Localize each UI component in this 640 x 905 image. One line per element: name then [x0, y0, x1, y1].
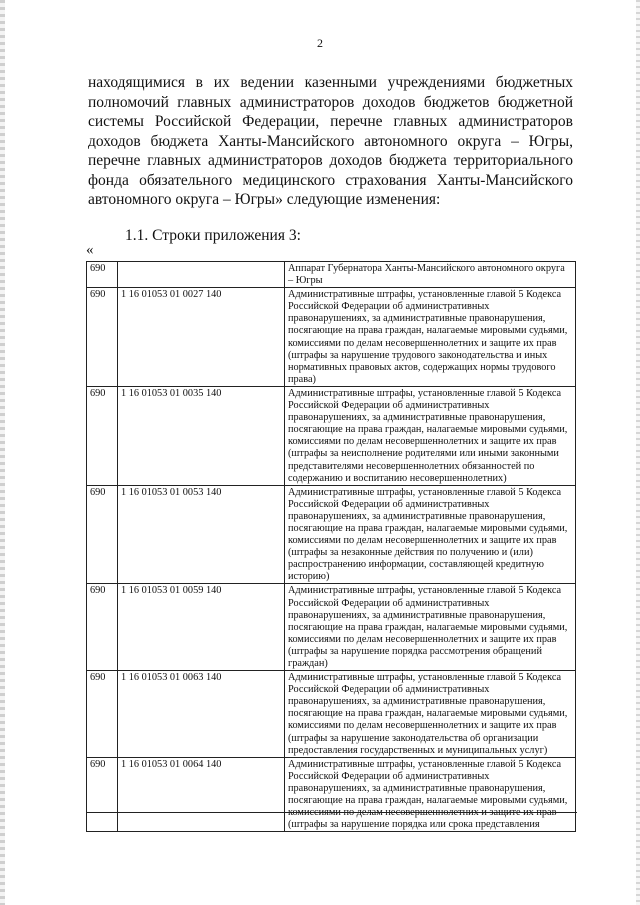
description-cell: Аппарат Губернатора Ханты-Мансийского автономного округа – Югры [285, 262, 576, 288]
page-number: 2 [317, 36, 323, 50]
intro-line: находящимися в их ведении казенными учреждениями бюджетных [88, 74, 573, 91]
intro-line: доходов бюджета Ханты-Мансийского автономного округа – Югры, [88, 132, 573, 150]
admin-code-cell: 690 [87, 757, 118, 832]
intro-line: полномочий главных администраторов доходов бюджетов бюджетной [88, 93, 573, 111]
table-row [87, 757, 576, 832]
kbk-cell: 1 16 01053 01 0059 140 [118, 584, 285, 671]
open-quote: « [86, 242, 94, 258]
intro-line: автономного округа – Югры» следующие изменения: [88, 191, 441, 208]
intro-line: перечне главных администраторов доходов бюджета территориального [88, 152, 573, 169]
description-cell: Административные штрафы, установленные главой 5 Кодекса Российской Федерации об административных правонарушениях, за административные правонарушения, посягающие на права граждан, налагаемые мировыми судьями, (штрафы за нарушение порядка или срока представления [285, 757, 576, 832]
admin-code-cell: 690 [87, 485, 118, 584]
appendix-table [86, 261, 576, 832]
admin-code-cell: 690 [87, 386, 118, 485]
description-cell: Административные штрафы, установленные главой 5 Кодекса Российской Федерации об административных правонарушениях, за административные правонарушения, посягающие на права граждан, налагаемые мировыми судьями, комиссиями по делам несовершеннолетних и защите их прав (штрафы за нарушение трудового законодательства и иных нормативных правовых актов, содержащих нормы трудового права) [285, 288, 576, 387]
table-row [87, 485, 576, 584]
admin-code-cell: 690 [87, 262, 118, 288]
kbk-cell: 1 16 01053 01 0027 140 [118, 288, 285, 387]
table-row [87, 386, 576, 485]
admin-code-cell: 690 [87, 288, 118, 387]
description-cell: Административные штрафы, установленные главой 5 Кодекса Российской Федерации об административных правонарушениях, за административные правонарушения, посягающие на права граждан, налагаемые мировыми судьями, комиссиями по делам несовершеннолетних и защите их прав (штрафы за нарушение порядка рассмотрения обращений граждан) [285, 584, 576, 671]
table-bottom-edge [86, 812, 577, 813]
table-row [87, 288, 576, 387]
kbk-cell: 1 16 01053 01 0064 140 [118, 757, 285, 832]
item-heading: 1.1. Строки приложения 3: [125, 227, 301, 244]
description-cell: Административные штрафы, установленные главой 5 Кодекса Российской Федерации об административных правонарушениях, за административные правонарушения, посягающие на права граждан, налагаемые мировыми судьями, комиссиями по делам несовершеннолетних и защите их прав (штрафы за нарушение законодательства об организации предоставления государственных и муниципальных услуг) [285, 671, 576, 758]
intro-line: фонда обязательного медицинского страхования Ханты-Мансийского [88, 171, 573, 189]
admin-code-cell: 690 [87, 671, 118, 758]
description-cell: Административные штрафы, установленные главой 5 Кодекса Российской Федерации об административных правонарушениях, за административные правонарушения, посягающие на права граждан, налагаемые мировыми судьями, комиссиями по делам несовершеннолетних и защите их прав (штрафы за неисполнение родителями или иными законными представителями несовершеннолетних обязанностей по содержанию и воспитанию несовершеннолетних) [285, 386, 576, 485]
table-row [87, 262, 576, 288]
kbk-cell: 1 16 01053 01 0063 140 [118, 671, 285, 758]
kbk-cell: 1 16 01053 01 0053 140 [118, 485, 285, 584]
intro-line: системы Российской Федерации, перечне главных администраторов [88, 113, 573, 130]
table-row [87, 584, 576, 671]
description-cell: Административные штрафы, установленные главой 5 Кодекса Российской Федерации об административных правонарушениях, за административные правонарушения, посягающие на права граждан, налагаемые мировыми судьями, комиссиями по делам несовершеннолетних и защите их прав (штрафы за незаконные действия по получению и (или) распространению информации, составляющей кредитную историю) [285, 485, 576, 584]
table-row [87, 671, 576, 758]
kbk-cell: 1 16 01053 01 0035 140 [118, 386, 285, 485]
kbk-cell [118, 262, 285, 288]
admin-code-cell: 690 [87, 584, 118, 671]
